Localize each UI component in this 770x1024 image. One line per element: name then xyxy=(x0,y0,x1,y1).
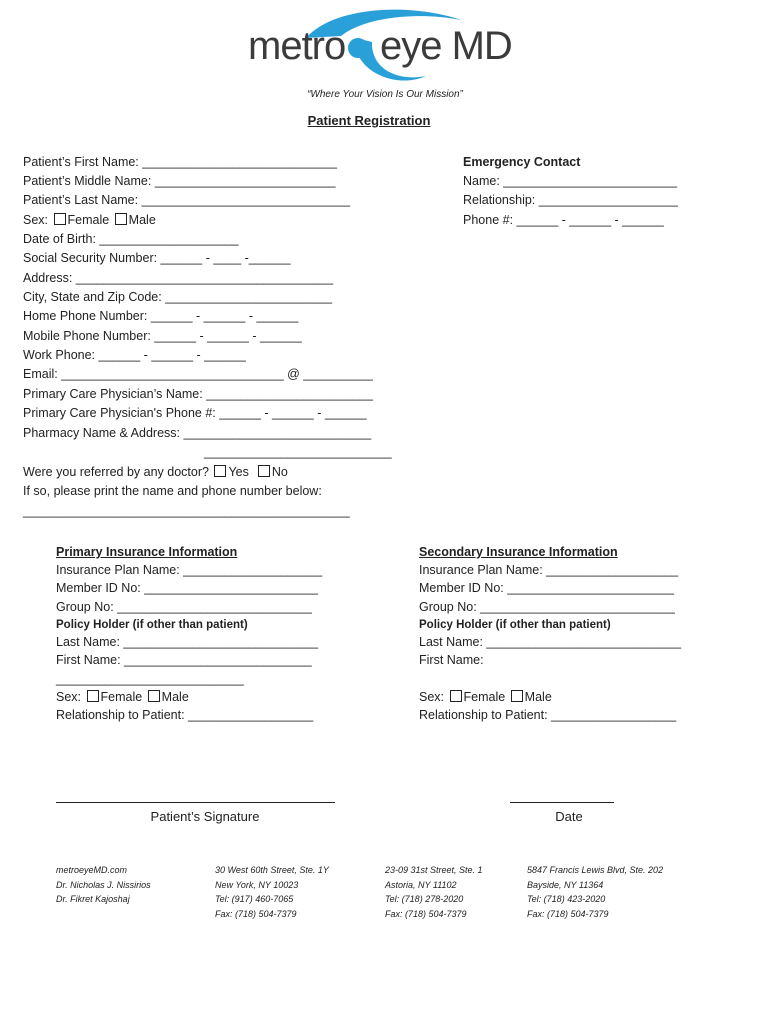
mobile-phone-field[interactable]: Mobile Phone Number: ______ - ______ - ______ xyxy=(23,329,302,343)
referred-no-checkbox[interactable] xyxy=(258,465,270,477)
dob-field[interactable]: Date of Birth: ____________________ xyxy=(23,232,239,246)
secondary-sex-label: Sex: xyxy=(419,690,445,704)
male-checkbox[interactable] xyxy=(115,213,127,225)
footer-tel-line: Tel: (917) 460-7065 xyxy=(215,894,294,904)
tagline: “Where Your Vision Is Our Mission” xyxy=(307,89,463,100)
pcp-name-field[interactable]: Primary Care Physician’s Name: ________________________ xyxy=(23,387,373,401)
footer-col-1 xyxy=(56,863,151,907)
footer-city-line: New York, NY 10023 xyxy=(215,879,299,890)
referred-yes-checkbox[interactable] xyxy=(214,465,226,477)
referral-instructions: If so, please print the name and phone number below: xyxy=(23,484,322,498)
secondary-female-label: Female xyxy=(463,690,506,704)
primary-sex-row xyxy=(56,688,189,707)
address-field[interactable]: Address: _____________________________________ xyxy=(23,271,334,285)
primary-male-label: Male xyxy=(161,690,189,704)
footer-tel-line: Tel: (718) 423-2020 xyxy=(527,894,606,904)
footer-col-astoria xyxy=(385,863,483,921)
primary-plan-field[interactable]: Insurance Plan Name: ____________________ xyxy=(56,563,323,577)
signature-line[interactable] xyxy=(56,802,335,803)
referred-no-label: No xyxy=(271,465,288,479)
secondary-female-checkbox[interactable] xyxy=(450,690,462,702)
footer-fax-line: Fax: (718) 504-7379 xyxy=(385,908,467,919)
signature-label: Patient’s Signature xyxy=(150,809,260,824)
emergency-name-field[interactable]: Name: _________________________ xyxy=(463,174,678,188)
work-phone-field[interactable]: Work Phone: ______ - ______ - ______ xyxy=(23,348,246,362)
footer-col-manhattan xyxy=(215,863,329,921)
sex-row xyxy=(23,211,156,230)
email-field[interactable]: Email: ________________________________ @ __________ xyxy=(23,367,373,381)
primary-policy-holder-heading: Policy Holder (if other than patient) xyxy=(56,619,248,631)
page-title: Patient Registration xyxy=(307,113,431,128)
secondary-holder-first-name[interactable]: First Name: xyxy=(419,653,484,667)
footer-city-line: Astoria, NY 11102 xyxy=(385,879,457,890)
primary-male-checkbox[interactable] xyxy=(148,690,160,702)
secondary-insurance-heading: Secondary Insurance Information xyxy=(419,545,618,559)
footer-address-line: 5847 Francis Lewis Blvd, Ste. 202 xyxy=(527,865,664,875)
secondary-policy-holder-heading: Policy Holder (if other than patient) xyxy=(419,619,611,631)
footer-address-line: 30 West 60th Street, Ste. 1Y xyxy=(215,865,329,875)
secondary-holder-last-name[interactable]: Last Name: ____________________________ xyxy=(419,635,682,649)
middle-name-field[interactable]: Patient’s Middle Name: __________________________ xyxy=(23,174,336,188)
primary-sex-label: Sex: xyxy=(56,690,82,704)
footer-col-bayside xyxy=(527,863,663,921)
pharmacy-field[interactable]: Pharmacy Name & Address: ___________________________ xyxy=(23,426,372,440)
pharmacy-field-cont[interactable]: ___________________________ xyxy=(204,445,392,459)
footer-doctor-1: Dr. Nicholas J. Nissirios xyxy=(56,879,151,890)
secondary-plan-field[interactable]: Insurance Plan Name: ___________________ xyxy=(419,563,679,577)
primary-member-field[interactable]: Member ID No: _________________________ xyxy=(56,581,319,595)
footer-fax-line: Fax: (718) 504-7379 xyxy=(215,908,297,919)
metro-eye-md-logo xyxy=(246,8,526,88)
primary-female-checkbox[interactable] xyxy=(87,690,99,702)
referred-yes-label: Yes xyxy=(228,465,249,479)
logo-text-metro: metro xyxy=(248,24,346,68)
emergency-contact-heading: Emergency Contact xyxy=(463,155,581,169)
emergency-relationship-field[interactable]: Relationship: ____________________ xyxy=(463,193,678,207)
primary-holder-first-name-cont[interactable]: ___________________________ xyxy=(56,672,244,686)
secondary-male-label: Male xyxy=(524,690,552,704)
referred-question: Were you referred by any doctor? xyxy=(23,465,209,479)
city-state-zip-field[interactable]: City, State and Zip Code: ________________________ xyxy=(23,290,333,304)
secondary-group-field[interactable]: Group No: ____________________________ xyxy=(419,600,675,614)
primary-relationship-field[interactable]: Relationship to Patient: __________________ xyxy=(56,708,314,722)
female-label: Female xyxy=(67,213,110,227)
secondary-male-checkbox[interactable] xyxy=(511,690,523,702)
referral-field[interactable]: _______________________________________________ xyxy=(23,504,350,518)
primary-holder-first-name[interactable]: First Name: ___________________________ xyxy=(56,653,312,667)
secondary-member-field[interactable]: Member ID No: ________________________ xyxy=(419,581,675,595)
date-label: Date xyxy=(555,809,583,824)
male-label: Male xyxy=(128,213,156,227)
pcp-phone-field[interactable]: Primary Care Physician's Phone #: ______ - ______ - ______ xyxy=(23,406,367,420)
sex-label: Sex: xyxy=(23,213,49,227)
footer-website: metroeyeMD.com xyxy=(56,865,128,875)
female-checkbox[interactable] xyxy=(54,213,66,225)
footer-doctor-2: Dr. Fikret Kajoshaj xyxy=(56,894,130,904)
date-line[interactable] xyxy=(510,802,614,803)
footer-tel-line: Tel: (718) 278-2020 xyxy=(385,894,464,904)
referred-row xyxy=(23,463,288,482)
logo-text-eyemd: eye MD xyxy=(380,24,512,68)
primary-insurance-heading: Primary Insurance Information xyxy=(56,545,238,559)
secondary-relationship-field[interactable]: Relationship to Patient: __________________ xyxy=(419,708,677,722)
primary-holder-last-name[interactable]: Last Name: ____________________________ xyxy=(56,635,319,649)
ssn-field[interactable]: Social Security Number: ______ - ____ -______ xyxy=(23,251,291,265)
first-name-field[interactable]: Patient’s First Name: ____________________________ xyxy=(23,155,337,169)
footer-city-line: Bayside, NY 11364 xyxy=(527,879,604,890)
primary-female-label: Female xyxy=(100,690,143,704)
footer-fax-line: Fax: (718) 504-7379 xyxy=(527,908,609,919)
last-name-field[interactable]: Patient’s Last Name: ______________________________ xyxy=(23,193,351,207)
footer-address-line: 23-09 31st Street, Ste. 1 xyxy=(385,865,483,875)
primary-group-field[interactable]: Group No: ____________________________ xyxy=(56,600,312,614)
home-phone-field[interactable]: Home Phone Number: ______ - ______ - ______ xyxy=(23,309,299,323)
secondary-sex-row xyxy=(419,688,552,707)
emergency-phone-field[interactable]: Phone #: ______ - ______ - ______ xyxy=(463,213,664,227)
